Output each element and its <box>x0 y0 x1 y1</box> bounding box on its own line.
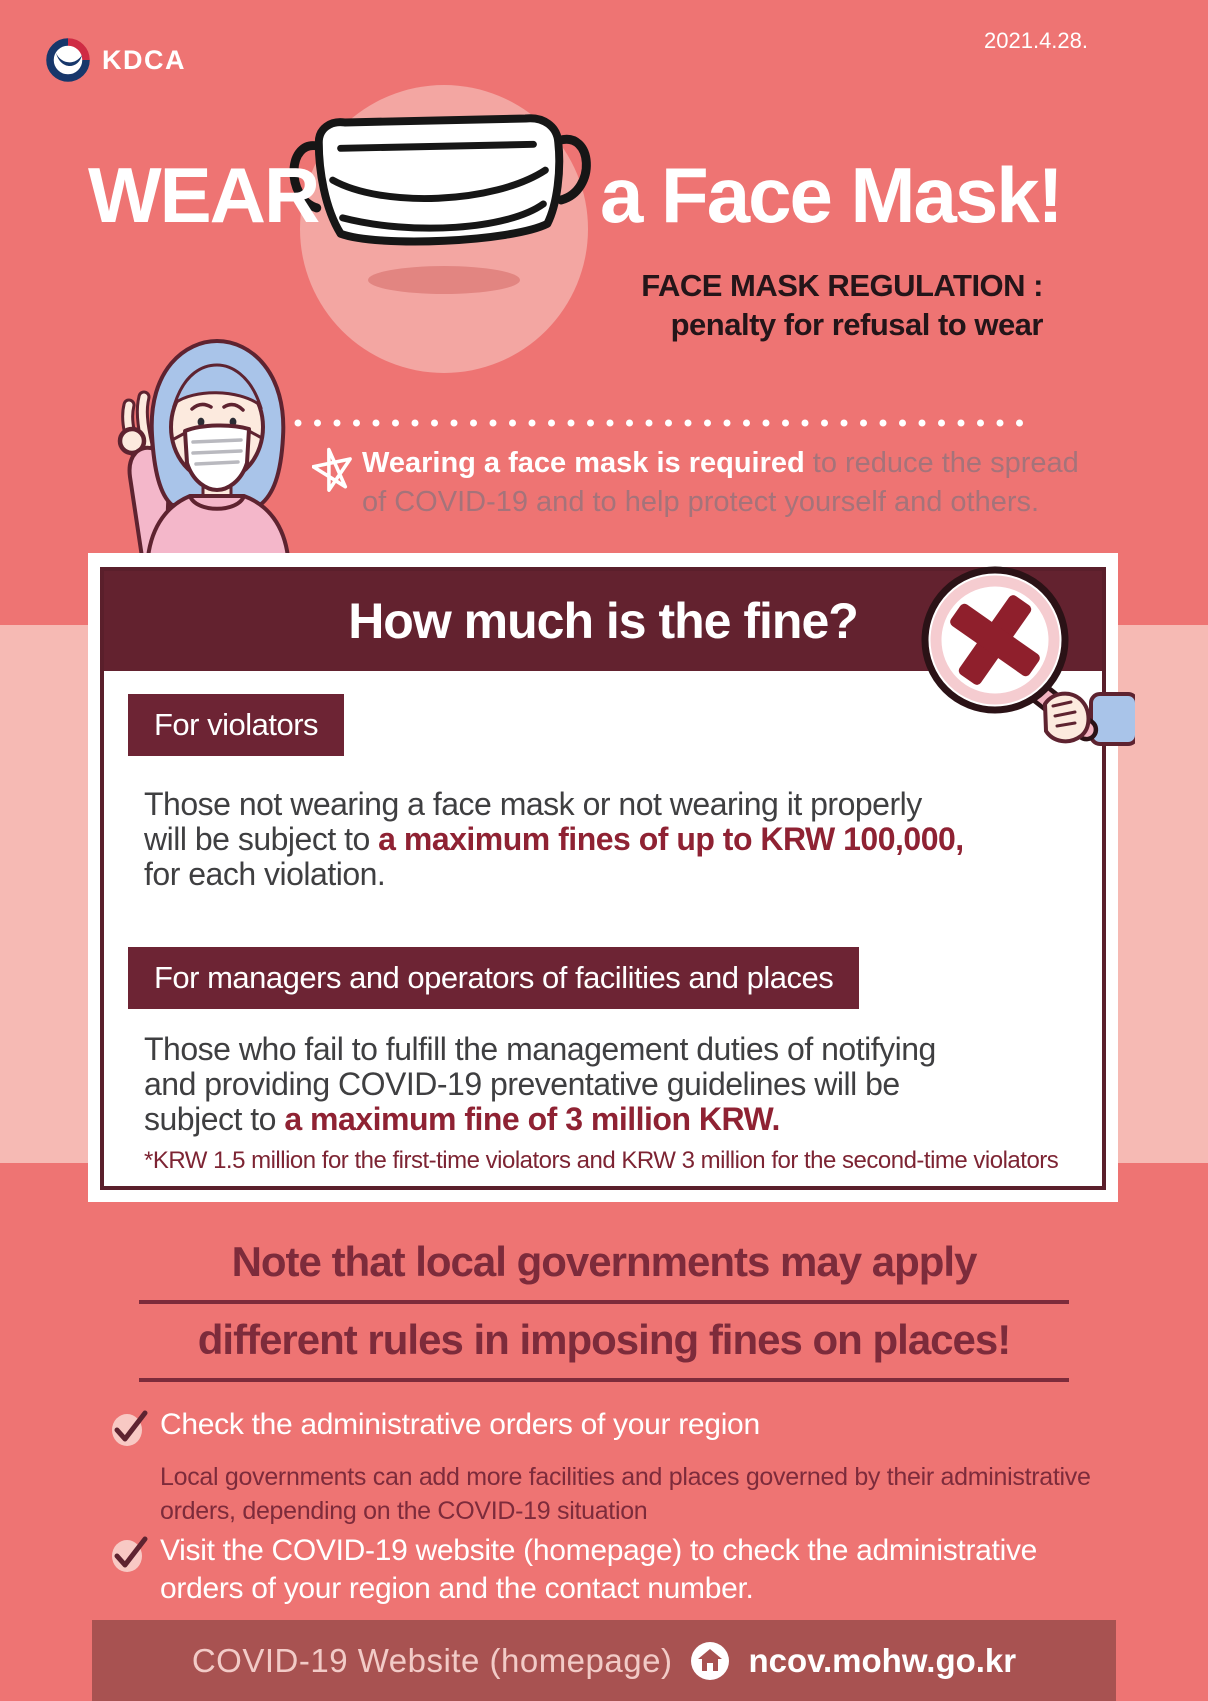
magnifier-cross-icon <box>895 556 1135 746</box>
badge-for-violators: For violators <box>128 694 344 756</box>
violators-fine-amount: a maximum fines of up to KRW 100,000, <box>378 821 964 857</box>
note-heading-line2: different rules in imposing fines on places! <box>139 1316 1069 1382</box>
check-item-1-sub-line2: orders, depending on the COVID-19 situation <box>160 1497 648 1525</box>
managers-line1: Those who fail to fulfill the management duties of notifying <box>144 1031 936 1067</box>
kdca-logo-icon <box>46 38 90 82</box>
check-item-2-line1: Visit the COVID-19 website (homepage) to check the administrative <box>160 1534 1038 1567</box>
check-item-1-subtext <box>160 1460 1091 1528</box>
violators-line3: for each violation. <box>144 856 386 892</box>
intro-line2: of COVID-19 and to help protect yourself and others. <box>362 486 1040 518</box>
managers-line3: subject to <box>144 1101 285 1137</box>
footer-bar <box>92 1620 1116 1701</box>
footer-label: COVID-19 Website (homepage) <box>191 1641 673 1679</box>
footer-url-link[interactable]: ncov.mohw.go.kr <box>748 1641 1017 1679</box>
check-circle-icon <box>110 1408 156 1448</box>
check-item-1 <box>160 1406 760 1444</box>
intro-line1 <box>362 444 1079 483</box>
violators-paragraph <box>144 787 964 892</box>
check-item-1-sub-line1: Local governments can add more facilities and places governed by their administrative <box>160 1463 1091 1491</box>
fine-footnote: *KRW 1.5 million for the first-time violators and KRW 3 million for the second-time violators <box>144 1147 1059 1174</box>
subtitle-line2: penalty for refusal to wear <box>670 307 1043 342</box>
check-item-2 <box>160 1532 1037 1608</box>
check-item-2-line2: orders of your region and the contact number. <box>160 1572 754 1605</box>
title-a-face-mask: a Face Mask! <box>600 151 1062 239</box>
subtitle-line1: FACE MASK REGULATION : <box>641 268 1043 303</box>
violators-line1: Those not wearing a face mask or not wearing it properly <box>144 786 922 822</box>
managers-paragraph <box>144 1032 936 1137</box>
managers-fine-amount: a maximum fine of 3 million KRW. <box>284 1101 780 1137</box>
person-illustration <box>90 325 340 560</box>
managers-line2: and providing COVID-19 preventative guidelines will be <box>144 1066 900 1102</box>
check-circle-icon <box>110 1534 156 1574</box>
note-heading-line1: Note that local governments may apply <box>139 1238 1069 1304</box>
subtitle <box>641 266 1043 344</box>
violators-line2: will be subject to <box>144 821 379 857</box>
face-mask-icon <box>283 112 601 282</box>
fine-card-title: How much is the fine? <box>348 593 858 649</box>
badge-for-managers: For managers and operators of facilities and places <box>128 947 859 1009</box>
intro-line1-rest: to reduce the spread <box>804 447 1079 479</box>
dotted-divider <box>293 418 1039 428</box>
intro-line1-bold: Wearing a face mask is required <box>362 447 805 479</box>
kdca-logo <box>46 38 186 82</box>
check-item-1-line1: Check the administrative orders of your region <box>160 1408 760 1441</box>
intro-text <box>362 444 1079 522</box>
title-wear: WEAR <box>88 151 319 239</box>
home-icon <box>690 1641 730 1681</box>
kdca-logo-label: KDCA <box>102 44 186 75</box>
poster-date: 2021.4.28. <box>984 28 1088 53</box>
